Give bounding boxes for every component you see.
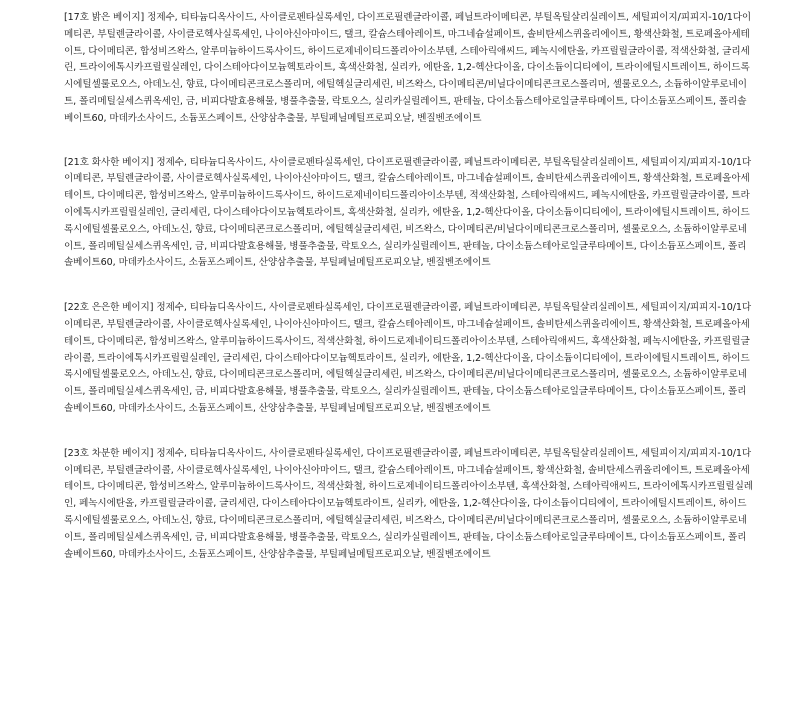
shade-label: [22호 은은한 베이지] (64, 302, 154, 314)
ingredient-block-21 (64, 155, 754, 273)
ingredient-text: 정제수, 티타늄디옥사이드, 사이클로펜타실록세인, 다이프로필렌글라이콜, 페닐트라이메티콘, 부틸옥틸살리실레이트, 세틸피이지/피피지-10/1다이메티콘, 부틸렌글라이콜, 사이클로헥사실록세인, 나이아신아마이드, 탤크, 칼슘스테아레이트, 마그네슘설페이트, 솔비탄세스퀴올리에이트, 황색산화철, 트로페올아세테이트, 다이메티콘, 합성비즈왁스, 알루미늄하이드록사이드, 하이드로제네이티드폴리아이소부텐, 스테아릭애씨드, 페녹시에탄올, 카프릴릴글라이콜, 적색산화철, 글리세린, 트라이에톡시카프릴릴실레인, 다이스테아다이모늄헥토라이트, 흑색산화철, 실리카, 에탄올, 1,2-헥산다이올, 다이소듐이디티에이, 트라이에틸시트레이트, 하이드록시에틸셀룰로오스, 아데노신, 향료, 다이메티콘크로스폴리머, 에틸헥실글리세린, 비즈왁스, 다이메티콘/비닐다이메티콘크로스폴리머, 셀룰로오스, 소듐하이알루로네이트, 폴리메틸실세스퀴옥세인, 금, 비피다발효용해물, 병풀추출물, 락토오스, 실리카실릴레이트, 판테놀, 다이소듐스테아로일글루타메이트, 다이소듐포스페이트, 폴리솔베이트60, 마데카소사이드, 소듐포스페이트, 산양삼추출물, 부틸페닐메틸프로피오날, 벤질벤조에이트 (64, 12, 752, 124)
ingredient-list-page (64, 10, 754, 563)
ingredient-text: 정제수, 티타늄디옥사이드, 사이클로펜타실록세인, 다이프로필렌글라이콜, 페닐트라이메티콘, 부틸옥틸살리실레이트, 세틸피이지/피피지-10/1다이메티콘, 부틸렌글라이콜, 사이클로헥사실록세인, 나이아신아마이드, 탤크, 칼슘스테아레이트, 마그네슘설페이트, 솔비탄세스퀴올리에이트, 황색산화철, 트로페올아세테이트, 다이메티콘, 합성비즈왁스, 알루미늄하이드록사이드, 적색산화철, 하이드로제네이티드폴리아이소부텐, 스테아릭애씨드, 흑색산화철, 페녹시에탄올, 카프릴릴글라이콜, 트라이에톡시카프릴릴실레인, 글리세린, 다이스테아다이모늄헥토라이트, 실리카, 에탄올, 1,2-헥산다이올, 다이소듐이디티에이, 트라이에틸시트레이트, 하이드록시에틸셀룰로오스, 아데노신, 향료, 다이메티콘크로스폴리머, 에틸헥실글리세린, 비즈왁스, 다이메티콘/비닐다이메티콘크로스폴리머, 셀룰로오스, 소듐하이알루로네이트, 폴리메틸실세스퀴옥세인, 금, 비피다발효용해물, 병풀추출물, 락토오스, 실리카실릴레이트, 판테놀, 다이소듐스테아로일글루타메이트, 다이소듐포스페이트, 폴리솔베이트60, 마데카소사이드, 소듐포스페이트, 산양삼추출물, 부틸페닐메틸프로피오날, 벤질벤조에이트 (64, 302, 752, 414)
ingredient-block-22 (64, 300, 754, 418)
shade-label: [21호 화사한 베이지] (64, 156, 154, 168)
ingredient-block-17 (64, 10, 754, 128)
ingredient-text: 정제수, 티타늄디옥사이드, 사이클로펜타실록세인, 다이프로필렌글라이콜, 페닐트라이메티콘, 부틸옥틸살리실레이트, 세틸피이지/피피지-10/1다이메티콘, 부틸렌글라이콜, 사이클로헥사실록세인, 나이아신아마이드, 탤크, 칼슘스테아레이트, 마그네슘설페이트, 솔비탄세스퀴올리에이트, 황색산화철, 트로페올아세테이트, 다이메티콘, 합성비즈왁스, 알루미늄하이드록사이드, 하이드로제네이티드폴리아이소부텐, 적색산화철, 스테아릭애씨드, 페녹시에탄올, 카프릴릴글라이콜, 트라이에톡시카프릴릴실레인, 글리세린, 다이스테아다이모늄헥토라이트, 흑색산화철, 실리카, 에탄올, 1,2-헥산다이올, 다이소듐이디티에이, 트라이에틸시트레이트, 하이드록시에틸셀룰로오스, 아데노신, 향료, 다이메티콘크로스폴리머, 에틸헥실글리세린, 비즈왁스, 다이메티콘/비닐다이메티콘크로스폴리머, 셀룰로오스, 소듐하이알루로네이트, 폴리메틸실세스퀴옥세인, 금, 비피다발효용해물, 병풀추출물, 락토오스, 실리카실릴레이트, 판테놀, 다이소듐스테아로일글루타메이트, 다이소듐포스페이트, 폴리솔베이트60, 마데카소사이드, 소듐포스페이트, 산양삼추출물, 부틸페닐메틸프로피오날, 벤질벤조에이트 (64, 156, 752, 269)
ingredient-text: 정제수, 티타늄디옥사이드, 사이클로펜타실록세인, 다이프로필렌글라이콜, 페닐트라이메티콘, 부틸옥틸살리실레이트, 세틸피이지/피피지-10/1다이메티콘, 부틸렌글라이콜, 사이클로헥사실록세인, 나이아신아마이드, 탤크, 칼슘스테아레이트, 마그네슘설페이트, 황색산화철, 솔비탄세스퀴올리에이트, 트로페올아세테이트, 다이메티콘, 합성비즈왁스, 알루미늄하이드록사이드, 적색산화철, 하이드로제네이티드폴리아이소부텐, 흑색산화철, 스테아릭애씨드, 트라이에톡시카프릴릴실레인, 페녹시에탄올, 카프릴릴글라이콜, 글리세린, 다이스테아다이모늄헥토라이트, 실리카, 에탄올, 1,2-헥산다이올, 다이소듐이디티에이, 트라이에틸시트레이트, 하이드록시에틸셀룰로오스, 아데노신, 향료, 다이메티콘크로스폴리머, 에틸헥실글리세린, 비즈왁스, 다이메티콘/비닐다이메티콘크로스폴리머, 셀룰로오스, 소듐하이알루로네이트, 폴리메틸실세스퀴옥세인, 금, 비피다발효용해물, 병풀추출물, 락토오스, 실리카실릴레이트, 판테놀, 다이소듐스테아로일글루타메이트, 다이소듐포스페이트, 폴리솔베이트60, 마데카소사이드, 소듐포스페이트, 산양삼추출물, 부틸페닐메틸프로피오날, 벤질벤조에이트 (64, 447, 753, 560)
shade-label: [23호 차분한 베이지] (64, 447, 154, 459)
shade-label: [17호 밝은 베이지] (64, 12, 145, 23)
ingredient-block-23 (64, 446, 754, 564)
